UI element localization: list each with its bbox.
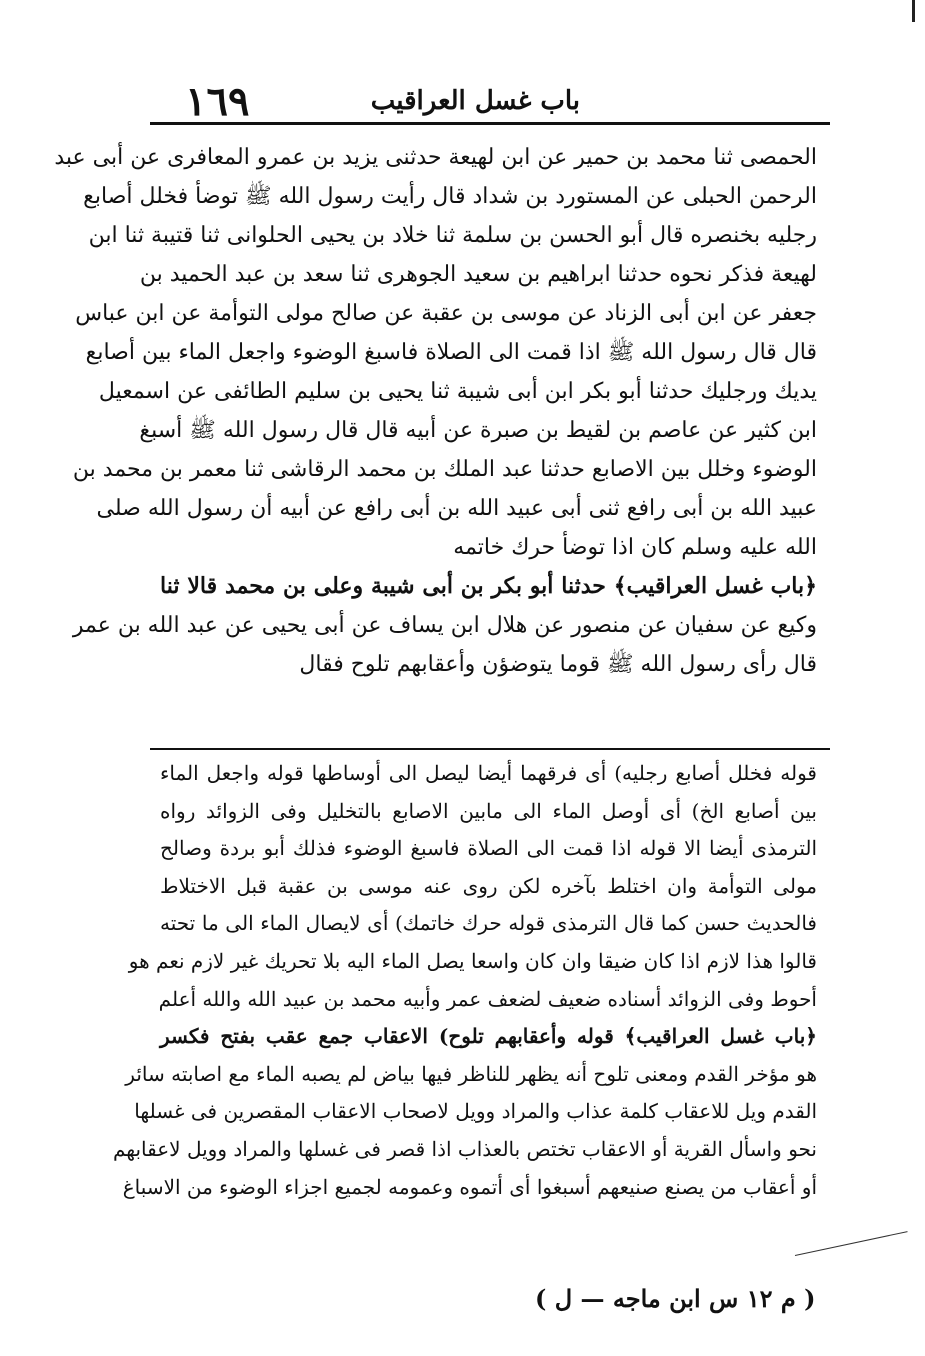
main-text bbox=[54, 138, 817, 748]
main-line: قال قال رسول الله ﷺ اذا قمت الى الصلاة فاسبغ الوضوء واجعل الماء بين أصابع bbox=[85, 340, 817, 365]
main-line: لهيعة فذكر نحوه حدثنا ابراهيم بن سعيد الجوهرى ثنا سعد بن عبد الحميد بن bbox=[139, 262, 817, 287]
note-line: قوله فخلل أصابع رجليه) أى فرقهما أيضا ليصل الى أوساطها قوله واجعل الماء bbox=[160, 761, 817, 785]
main-line: رجليه بخنصره قال أبو الحسن بن سلمة ثنا خلاد بن يحيى الحلوانى ثنا قتيبة ثنا ابن bbox=[88, 223, 817, 248]
main-line: قال رأى رسول الله ﷺ قوما يتوضؤن وأعقابهم تلوح فقال bbox=[299, 652, 817, 677]
running-title: باب غسل العراقيب bbox=[370, 86, 580, 116]
note-line: هو مؤخر القدم ومعنى تلوح أنه يظهر للناظر فيها بياض لم يصبه الماء مع اصابته سائر bbox=[125, 1061, 817, 1086]
main-line: يديك ورجليك حدثنا أبو بكر ابن أبى شيبة ثنا يحيى بن سليم الطائفى عن اسمعيل bbox=[98, 379, 817, 404]
note-line: قالوا هذا لازم اذا كان ضيقا وان كان واسعا يصل الماء اليه بلا تحريك غير لازم نعم هو bbox=[128, 948, 817, 973]
main-line: الرحمن الحبلى عن المستورد بن شداد قال رأيت رسول الله ﷺ توضأ فخلل أصابع bbox=[83, 184, 817, 209]
main-line: الله عليه وسلم كان اذا توضأ حرك خاتمه bbox=[453, 535, 817, 560]
note-line: أحوط وفى الزوائد أسناده ضعيف لضعف عمر وأبيه محمد بن عبيد الله والله أعلم bbox=[158, 986, 817, 1011]
note-line: مولى التوأمة وان اختلط بآخره لكن روى عنه موسى بن عقبة قبل الاختلاط bbox=[160, 873, 817, 898]
page-number: ١٦٩ bbox=[185, 78, 250, 125]
note-line: القدم ويل للاعقاب كلمة عذاب والمراد وويل لاصحاب الاعقاب المقصرين فى غسلها bbox=[134, 1099, 817, 1124]
main-line: عبيد الله بن أبى رافع ثنى أبى عبيد الله بن أبى رافع عن أبيه أن رسول الله صلى bbox=[96, 496, 817, 521]
chapter-heading-line: ﴿باب غسل العراقيب﴾ حدثنا أبو بكر بن أبى شيبة وعلى بن محمد قالا ثنا bbox=[160, 573, 817, 599]
note-chapter-heading-line: ﴿باب غسل العراقيب﴾ قوله وأعقابهم تلوح) الاعقاب جمع عقب بفتح فكسر bbox=[160, 1024, 817, 1049]
scan-mark bbox=[912, 0, 915, 22]
main-line: وكيع عن سفيان عن منصور عن هلال ابن يساف عن أبى يحيى عن عبد الله بن عمر bbox=[72, 613, 817, 638]
note-line: أو أعقاب من يصنع صنيعهم أسبغوا أى أتموه وعمومه لجميع اجزاء الوضوء من الاسباغ bbox=[122, 1174, 817, 1199]
signature-mark: ( م ١٢ س ابن ماجه — ل ) bbox=[535, 1284, 816, 1313]
commentary-text bbox=[112, 755, 817, 1275]
note-line: بين أصابع الخ) أى أوصل الماء الى مابين الاصابع بالتخليل وفى الزوائد رواه bbox=[160, 798, 817, 823]
main-line: الحمصى ثنا محمد بن حمير عن ابن لهيعة حدثنى يزيد بن عمرو المعافرى عن أبى عبد bbox=[54, 145, 817, 170]
main-line: ابن كثير عن عاصم بن لقيط بن صبرة عن أبيه قال قال رسول الله ﷺ أسبغ bbox=[139, 418, 817, 443]
note-line: الترمذى أيضا الا قوله اذا قمت الى الصلاة فاسبغ الوضوء فذلك أبو بردة وصالح bbox=[160, 836, 817, 861]
main-line: الوضوء وخلل بين الاصابع حدثنا عبد الملك بن محمد الرقاشى ثنا معمر بن محمد بن bbox=[72, 457, 817, 482]
notes-separator bbox=[150, 748, 830, 750]
main-line: جعفر عن ابن أبى الزناد عن موسى بن عقبة عن صالح مولى التوأمة عن ابن عباس bbox=[75, 301, 817, 326]
note-line: نحو واسأل القرية أو الاعقاب تختص بالعذاب اذا قصر فى غسلها والمراد وويل لاعقابهم bbox=[112, 1136, 817, 1161]
page-header bbox=[150, 78, 830, 124]
header-rule bbox=[150, 122, 830, 125]
note-line: فالحديث حسن كما قال الترمذى قوله حرك خاتمك) أى لايصال الماء الى ما تحته bbox=[160, 911, 817, 936]
